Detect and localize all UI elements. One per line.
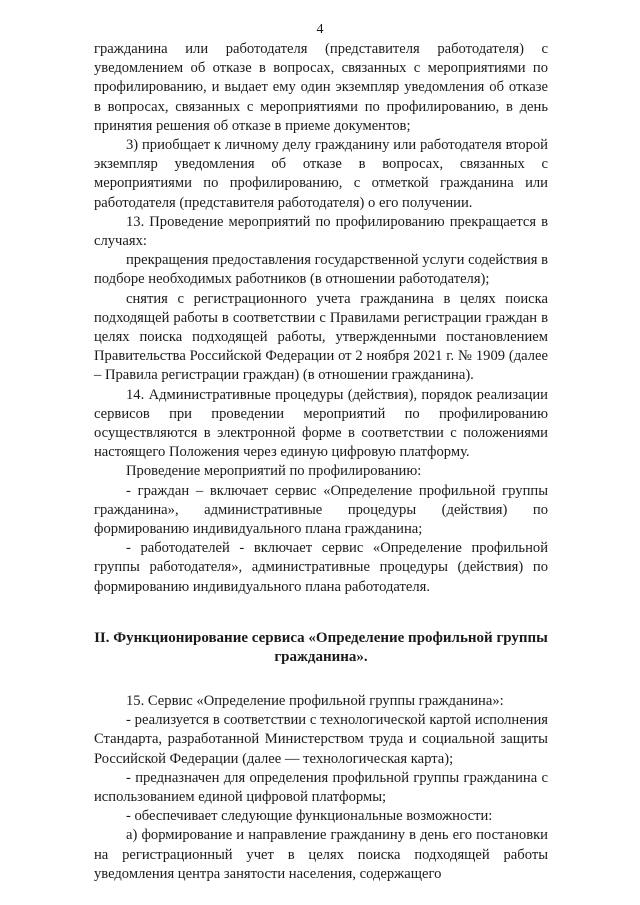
paragraph-clause-13: 13. Проведение мероприятий по профилированию прекращается в случаях: <box>94 213 548 250</box>
paragraph-case-citizen: снятия с регистрационного учета гражданина в целях поиска подходящей работы в соответствии с Правилами регистрации граждан в целях поиска подходящей работы, утвержденными постановлением Правительства Российской Федерации от 2 ноября 2021 г. № 1909 (далее – Правила регистрации граждан) (в отношении гражданина). <box>94 290 548 384</box>
paragraph-function-a: а) формирование и направление гражданину в день его постановки на регистрационный учет в целях поиска подходящей работы уведомления центра занятости населения, содержащего <box>94 827 548 882</box>
section-heading: II. Функционирование сервиса «Определение профильной группы гражданина». <box>94 629 548 666</box>
paragraph-clause-14: 14. Административные процедуры (действия), порядок реализации сервисов при проведении мероприятий по профилированию осуществляются в электронной форме в соответствии с положениями настоящего Положения через единую цифровую платформу. <box>94 386 548 461</box>
document-body <box>94 40 548 884</box>
paragraph-continuation: гражданина или работодателя (представителя работодателя) с уведомлением об отказе в вопросах, связанных с мероприятиями по профилированию, и выдает ему один экземпляр уведомления об отказе в вопросах, связанных с мероприятиями по профилированию, в день принятия решения об отказе в приеме документов; <box>94 41 548 134</box>
paragraph-implemented: - реализуется в соответствии с технологической картой исполнения Стандарта, разработанной Министерством труда и социальной защиты Российской Федерации (далее — технологическая карта); <box>94 712 548 767</box>
paragraph-case-employer: прекращения предоставления государственной услуги содействия в подборе необходимых работников (в отношении работодателя); <box>94 252 548 288</box>
paragraph-profiling-employers: - работодателей - включает сервис «Определение профильной группы работодателя», административные процедуры (действия) по формированию индивидуального плана работодателя. <box>94 540 548 595</box>
paragraph-purpose: - предназначен для определения профильной группы гражданина с использованием единой цифровой платформы; <box>94 769 548 805</box>
paragraph-functions: - обеспечивает следующие функциональные возможности: <box>126 808 493 825</box>
paragraph-item-3: 3) приобщает к личному делу гражданину или работодателя второй экземпляр уведомления об отказе в вопросах, связанных с мероприятиями по профилированию, с отметкой гражданина или работодателя (представителя работодателя) о его получении. <box>94 137 548 211</box>
paragraph-profiling-citizens: - граждан – включает сервис «Определение профильной группы гражданина», административные процедуры (действия) по формированию индивидуального плана гражданина; <box>94 482 548 538</box>
page-number: 4 <box>316 22 324 37</box>
paragraph-clause-15: 15. Сервис «Определение профильной группы гражданина»: <box>126 692 504 709</box>
paragraph-profiling-intro: Проведение мероприятий по профилированию: <box>126 463 422 480</box>
